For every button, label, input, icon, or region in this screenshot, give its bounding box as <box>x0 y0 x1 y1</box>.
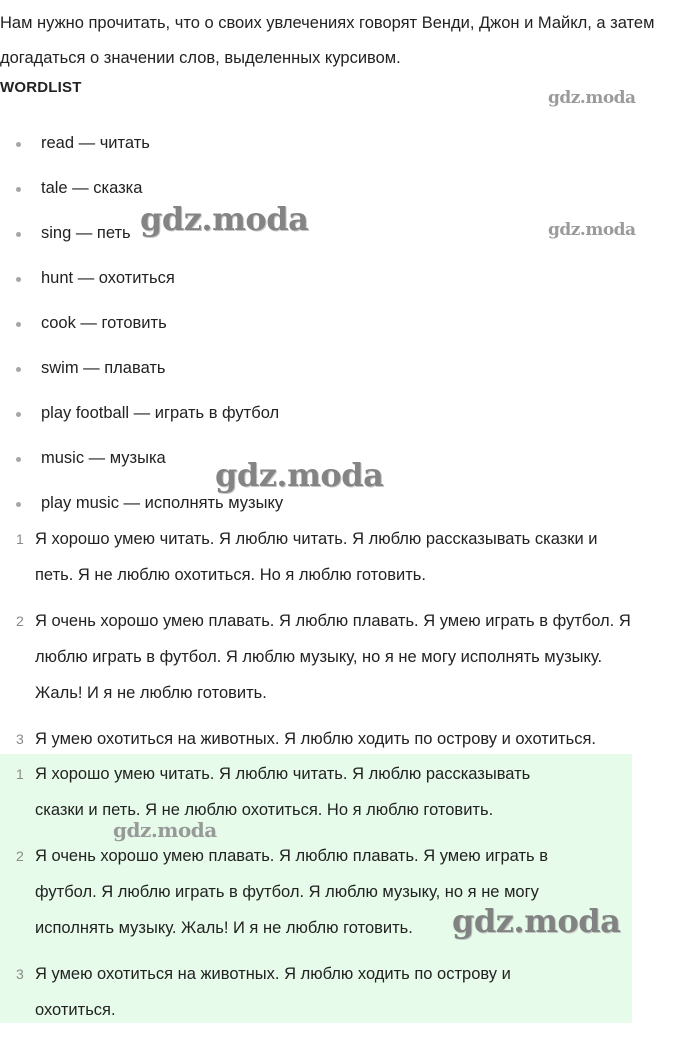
watermark: gdz.moda <box>140 200 309 238</box>
item-line: Я умею охотиться на животных. Я люблю ходить по острову и <box>35 965 511 983</box>
intro-text: Нам нужно прочитать, что о своих увлечениях говорят Венди, Джон и Майкл, а затем догадаться о значении слов, выделенных курсивом. <box>0 14 655 67</box>
source-text-item <box>0 721 676 757</box>
watermark: gdz.moda <box>113 818 217 842</box>
wordlist-item-text: play football — играть в футбол <box>41 404 280 422</box>
item-number: 1 <box>16 531 24 547</box>
wordlist-heading: WORDLIST <box>0 79 82 96</box>
bullet-icon <box>16 502 21 507</box>
wordlist-item-text: sing — петь <box>41 224 131 242</box>
wordlist-item <box>0 301 283 346</box>
bullet-icon <box>16 367 21 372</box>
source-text-item <box>0 521 676 593</box>
wordlist-item <box>0 346 283 391</box>
item-line: Я хорошо умею читать. Я люблю читать. Я люблю рассказывать <box>35 765 531 783</box>
watermark: gdz.moda <box>548 220 636 240</box>
bullet-icon <box>16 412 21 417</box>
item-line: футбол. Я люблю играть в футбол. Я люблю музыку, но я не могу <box>35 883 539 901</box>
wordlist-item-text: read — читать <box>41 134 150 152</box>
item-number: 3 <box>16 731 24 747</box>
wordlist-item <box>0 256 283 301</box>
wordlist-item-text: music — музыка <box>41 449 166 467</box>
wordlist-item <box>0 391 283 436</box>
translation-item <box>0 956 632 1028</box>
item-line: петь. Я не люблю охотиться. Но я люблю готовить. <box>35 566 426 584</box>
wordlist-item-text: tale — сказка <box>41 179 143 197</box>
item-number: 2 <box>16 848 24 864</box>
wordlist-item-text: hunt — охотиться <box>41 269 175 287</box>
wordlist-item <box>0 121 283 166</box>
item-line: Я хорошо умею читать. Я люблю читать. Я люблю рассказывать сказки и <box>35 530 598 548</box>
watermark: gdz.moda <box>548 88 636 108</box>
wordlist-item-text: play music — исполнять музыку <box>41 494 284 512</box>
item-line: охотиться. <box>35 1001 116 1019</box>
bullet-icon <box>16 322 21 327</box>
bullet-icon <box>16 142 21 147</box>
bullet-icon <box>16 187 21 192</box>
item-line: исполнять музыку. Жаль! И я не люблю готовить. <box>35 919 413 937</box>
watermark: gdz.moda <box>215 456 384 494</box>
item-line: сказки и петь. Я не люблю охотиться. Но я люблю готовить. <box>35 801 494 819</box>
item-line: Жаль! И я не люблю готовить. <box>35 684 267 702</box>
bullet-icon <box>16 232 21 237</box>
item-number: 1 <box>16 766 24 782</box>
wordlist-item-text: swim — плавать <box>41 359 166 377</box>
item-line: Я умею охотиться на животных. Я люблю ходить по острову и охотиться. <box>35 730 596 748</box>
translation-texts <box>0 756 632 1028</box>
item-line: люблю играть в футбол. Я люблю музыку, но я не могу исполнять музыку. <box>35 648 603 666</box>
source-text-item <box>0 603 676 711</box>
bullet-icon <box>16 277 21 282</box>
source-texts <box>0 521 676 757</box>
item-line: Я очень хорошо умею плавать. Я люблю плавать. Я умею играть в футбол. Я <box>35 612 631 630</box>
item-line: Я очень хорошо умею плавать. Я люблю плавать. Я умею играть в <box>35 847 548 865</box>
item-number: 3 <box>16 966 24 982</box>
bullet-icon <box>16 457 21 462</box>
wordlist-item-text: cook — готовить <box>41 314 167 332</box>
watermark: gdz.moda <box>452 902 621 940</box>
item-number: 2 <box>16 613 24 629</box>
translation-item <box>0 756 632 828</box>
